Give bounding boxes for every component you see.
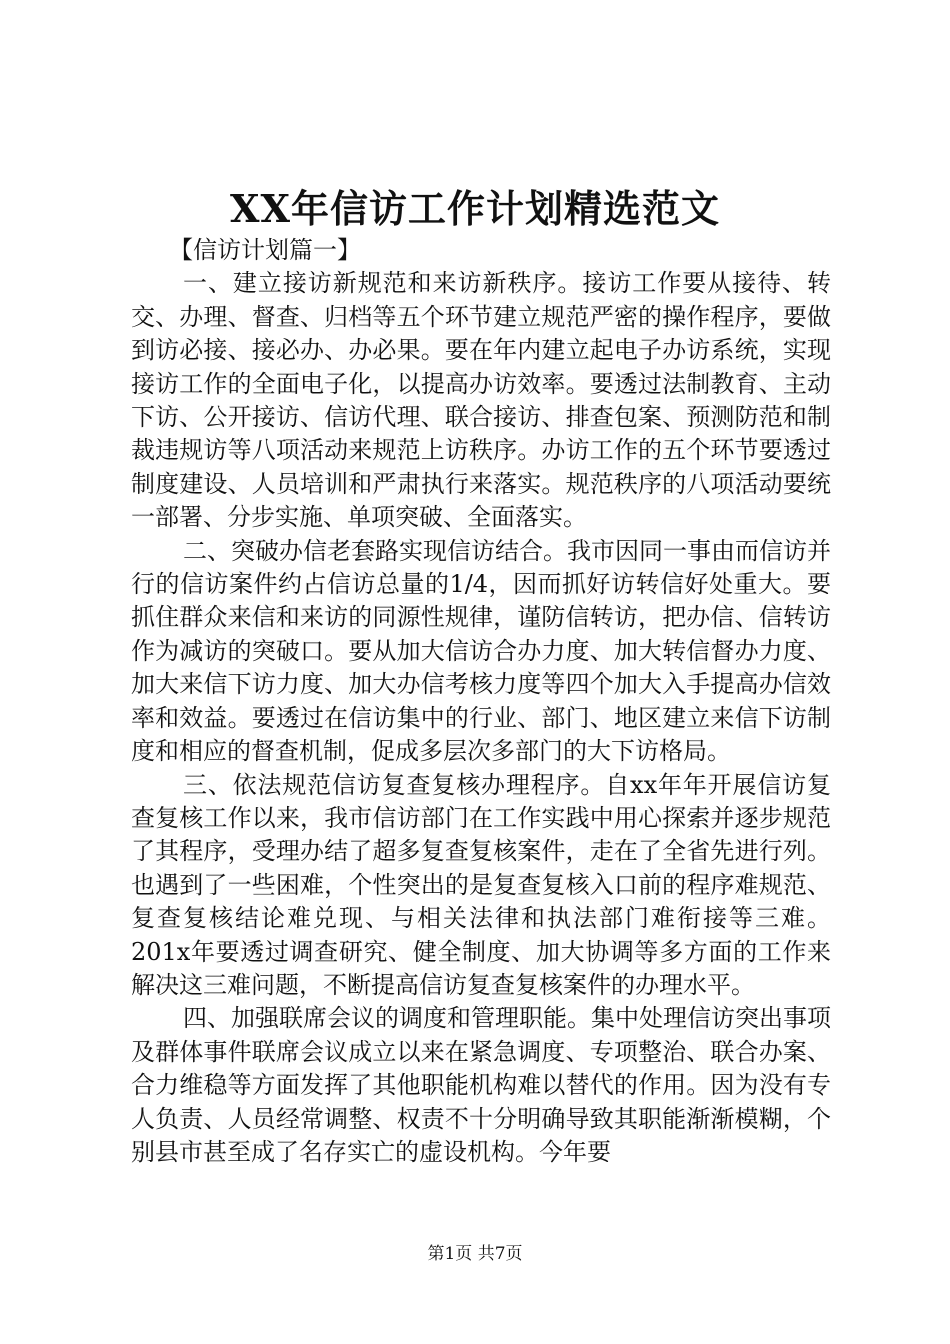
page-title: XX年信访工作计划精选范文: [230, 186, 720, 231]
page-footer: 第1页 共7页: [427, 1244, 523, 1264]
paragraph-1: 一、建立接访新规范和来访新秩序。接访工作要从接待、转交、办理、督查、归档等五个环节建立规范严密的操作程序，要做到访必接、接必办、办必果。要在年内建立起电子办访系统，实现接访工作的全面电子化，以提高办访效率。要透过法制教育、主动下访、公开接访、信访代理、联合接访、排查包案、预测防范和制裁违规访等八项活动来规范上访秩序。办访工作的五个环节要透过制度建设、人员培训和严肃执行来落实。规范秩序的八项活动要统一部署、分步实施、单项突破、全面落实。: [131, 269, 831, 532]
document-body: [131, 234, 831, 1169]
section-heading: 【信访计划篇一】: [169, 236, 361, 264]
paragraph-4: 四、加强联席会议的调度和管理职能。集中处理信访突出事项及群体事件联席会议成立以来在紧急调度、专项整治、联合办案、合力维稳等方面发挥了其他职能机构难以替代的作用。因为没有专人负责、人员经常调整、权责不十分明确导致其职能渐渐模糊，个别县市甚至成了名存实亡的虚设机构。今年要: [131, 1004, 831, 1166]
paragraph-3: 三、依法规范信访复查复核办理程序。自xx年年开展信访复查复核工作以来，我市信访部门在工作实践中用心探索并逐步规范了其程序，受理办结了超多复查复核案件，走在了全省先进行列。也遇到了一些困难，个性突出的是复查复核入口前的程序难规范、复查复核结论难兑现、与相关法律和执法部门难衔接等三难。201x年要透过调查研究、健全制度、加大协调等多方面的工作来解决这三难问题，不断提高信访复查复核案件的办理水平。: [131, 770, 831, 999]
paragraph-2: 二、突破办信老套路实现信访结合。我市因同一事由而信访并行的信访案件约占信访总量的1/4，因而抓好访转信好处重大。要抓住群众来信和来访的同源性规律，谨防信转访，把办信、信转访作为减访的突破口。要从加大信访合办力度、加大转信督办力度、加大来信下访力度、加大办信考核力度等四个加大入手提高办信效率和效益。要透过在信访集中的行业、部门、地区建立来信下访制度和相应的督查机制，促成多层次多部门的大下访格局。: [131, 536, 831, 766]
